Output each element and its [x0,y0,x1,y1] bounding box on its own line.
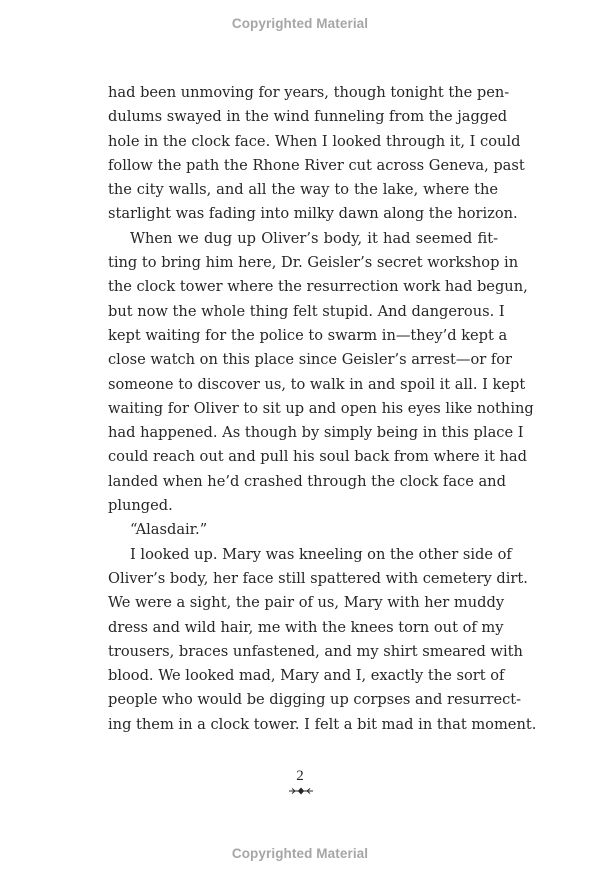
text-line: could reach out and pull his soul back from where it had [108,448,527,466]
copyright-watermark-bottom: Copyrighted Material [231,846,369,861]
text-line: had happened. As though by simply being in this place I [108,424,524,442]
text-line: kept waiting for the police to swarm in—they’d kept a [108,326,508,344]
ornament-icon [289,786,313,796]
text-line: hole in the clock face. When I looked through it, I could [108,132,521,150]
text-line: ing them in a clock tower. I felt a bit mad in that moment. [108,715,537,733]
text-line: “Alasdair.” [130,521,208,539]
text-line: trousers, braces unfastened, and my shirt smeared with [108,642,523,660]
text-line: waiting for Oliver to sit up and open his eyes like nothing [108,399,534,417]
text-line: the clock tower where the resurrection work had begun, [108,278,528,296]
text-line: someone to discover us, to walk in and spoil it all. I kept [108,375,526,393]
text-line: When we dug up Oliver’s body, it had seemed fit- [130,229,498,247]
text-line: ting to bring him here, Dr. Geisler’s secret workshop in [108,254,519,272]
text-line: dress and wild hair, me with the knees torn out of my [108,618,504,636]
text-line: the city walls, and all the way to the lake, where the [108,181,498,199]
text-line: had been unmoving for years, though tonight the pen- [108,84,510,101]
text-line: blood. We looked mad, Mary and I, exactly the sort of [108,667,505,685]
text-line: plunged. [108,497,173,515]
text-line: I looked up. Mary was kneeling on the other side of [130,545,512,563]
copyright-watermark-top: Copyrighted Material [231,16,369,31]
text-line: Oliver’s body, her face still spattered with cemetery dirt. [108,569,528,587]
page-number: 2 [296,768,304,784]
text-line: starlight was fading into milky dawn along the horizon. [108,205,518,223]
text-line: but now the whole thing felt stupid. And dangerous. I [108,302,505,320]
text-line: We were a sight, the pair of us, Mary with her muddy [108,594,505,612]
text-line: landed when he’d crashed through the clock face and [108,472,506,490]
text-line: dulums swayed in the wind funneling from the jagged [108,108,508,126]
body-text [108,81,537,737]
text-line: people who would be digging up corpses and resurrect- [108,691,522,709]
text-line: follow the path the Rhone River cut across Geneva, past [108,156,525,174]
text-line: close watch on this place since Geisler’s arrest—or for [108,351,513,369]
